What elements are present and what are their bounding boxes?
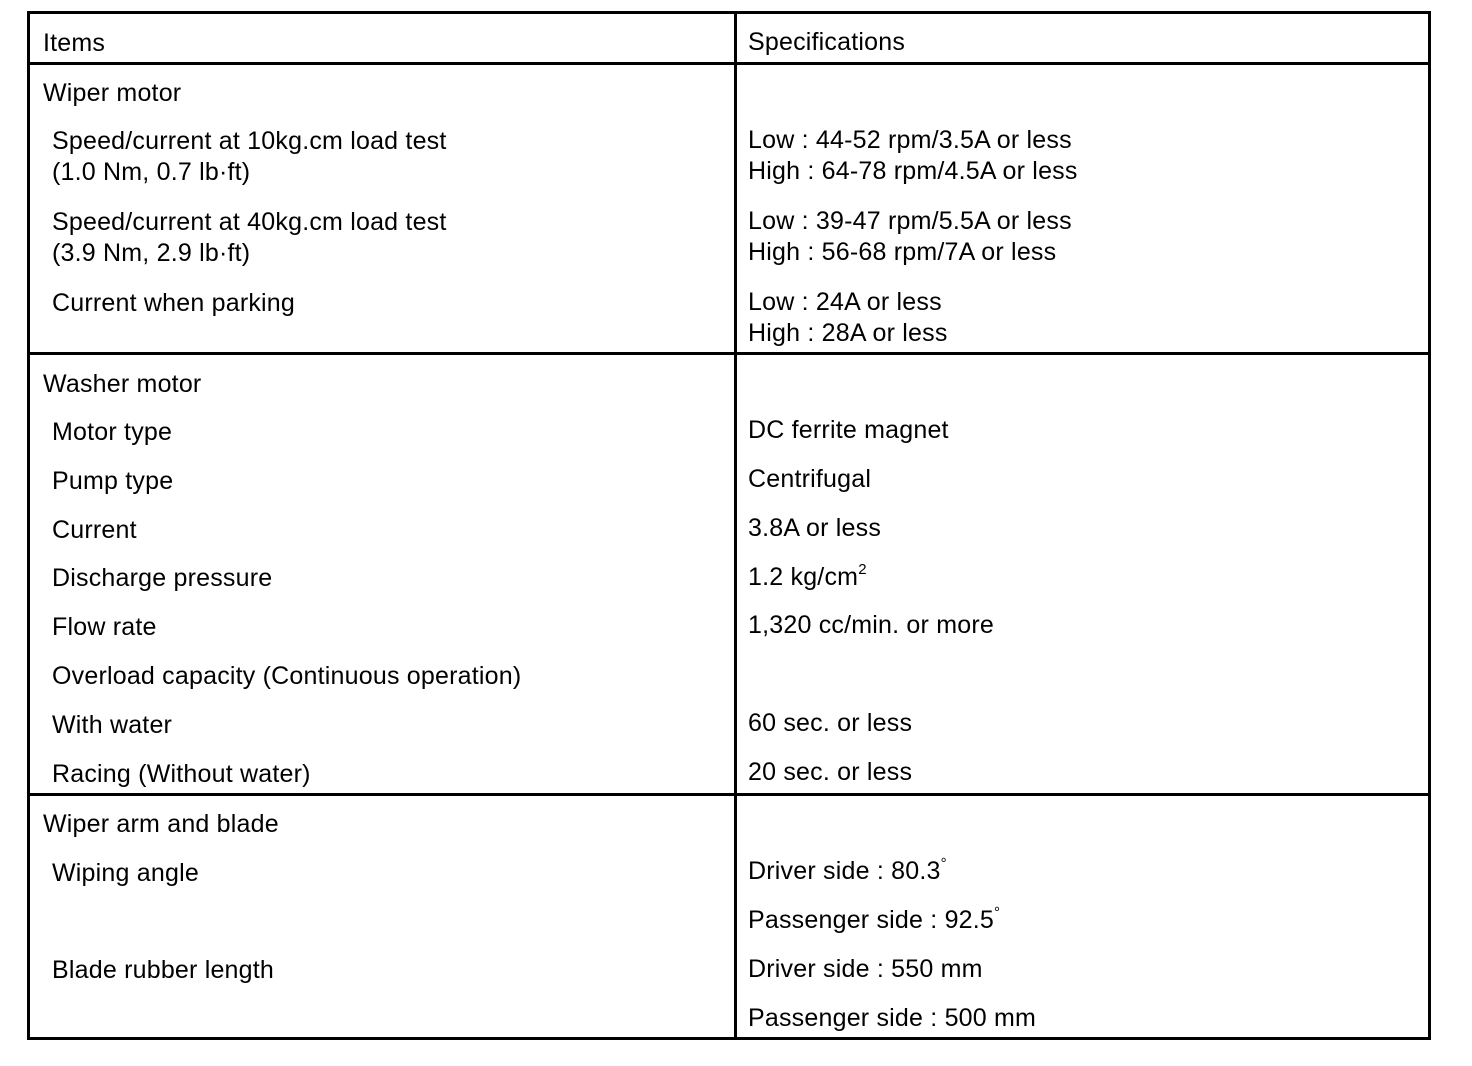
item-speed-40kg-line2: (3.9 Nm, 2.9 lb·ft) bbox=[52, 239, 251, 267]
item-current: Current bbox=[52, 516, 137, 544]
item-pump-type: Pump type bbox=[52, 467, 174, 495]
header-items: Items bbox=[43, 29, 106, 57]
spec-discharge-pressure bbox=[748, 562, 867, 593]
spec-discharge-pressure-value: 1.2 kg/cm bbox=[748, 563, 859, 591]
item-discharge-pressure: Discharge pressure bbox=[52, 564, 273, 592]
item-overload-capacity: Overload capacity (Continuous operation) bbox=[52, 662, 522, 690]
spec-wiping-angle-passenger-value: Passenger side : 92.5 bbox=[748, 906, 995, 934]
spec-motor-type: DC ferrite magnet bbox=[748, 416, 949, 444]
section-divider-washer-motor bbox=[30, 793, 1428, 796]
header-divider bbox=[30, 62, 1428, 65]
item-motor-type: Motor type bbox=[52, 418, 173, 446]
item-flow-rate: Flow rate bbox=[52, 613, 157, 641]
spec-speed-10kg-low: Low : 44-52 rpm/3.5A or less bbox=[748, 126, 1072, 154]
spec-discharge-pressure-exponent: 2 bbox=[858, 561, 867, 578]
spec-flow-rate: 1,320 cc/min. or more bbox=[748, 611, 994, 639]
spec-pump-type: Centrifugal bbox=[748, 465, 872, 493]
section-divider-wiper-motor bbox=[30, 352, 1428, 355]
spec-wiping-angle-passenger bbox=[748, 905, 1000, 936]
section-title-washer-motor: Washer motor bbox=[43, 370, 202, 398]
spec-wiping-angle-driver bbox=[748, 856, 947, 887]
spec-wiping-angle-driver-value: Driver side : 80.3 bbox=[748, 857, 941, 885]
section-title-wiper-motor: Wiper motor bbox=[43, 79, 182, 107]
item-blade-rubber-length: Blade rubber length bbox=[52, 956, 275, 984]
item-speed-10kg-line2: (1.0 Nm, 0.7 lb·ft) bbox=[52, 158, 251, 186]
degree-symbol: ° bbox=[994, 904, 1001, 921]
spec-current: 3.8A or less bbox=[748, 514, 882, 542]
degree-symbol: ° bbox=[940, 855, 947, 872]
spec-current-parking-low: Low : 24A or less bbox=[748, 288, 942, 316]
spec-racing: 20 sec. or less bbox=[748, 758, 913, 786]
spec-speed-40kg-high: High : 56-68 rpm/7A or less bbox=[748, 238, 1057, 266]
item-speed-40kg-line1: Speed/current at 40kg.cm load test bbox=[52, 208, 447, 236]
column-divider bbox=[734, 14, 737, 1037]
item-current-parking: Current when parking bbox=[52, 289, 296, 317]
spec-speed-40kg-low: Low : 39-47 rpm/5.5A or less bbox=[748, 207, 1072, 235]
section-title-wiper-arm: Wiper arm and blade bbox=[43, 810, 279, 838]
specifications-table bbox=[27, 11, 1431, 1040]
item-wiping-angle: Wiping angle bbox=[52, 859, 199, 887]
spec-blade-rubber-driver: Driver side : 550 mm bbox=[748, 955, 983, 983]
item-with-water: With water bbox=[52, 711, 173, 739]
item-speed-10kg-line1: Speed/current at 10kg.cm load test bbox=[52, 127, 447, 155]
spec-blade-rubber-passenger: Passenger side : 500 mm bbox=[748, 1004, 1037, 1032]
spec-with-water: 60 sec. or less bbox=[748, 709, 913, 737]
header-specifications: Specifications bbox=[748, 28, 906, 56]
spec-current-parking-high: High : 28A or less bbox=[748, 319, 948, 347]
item-racing: Racing (Without water) bbox=[52, 760, 311, 788]
spec-speed-10kg-high: High : 64-78 rpm/4.5A or less bbox=[748, 157, 1078, 185]
